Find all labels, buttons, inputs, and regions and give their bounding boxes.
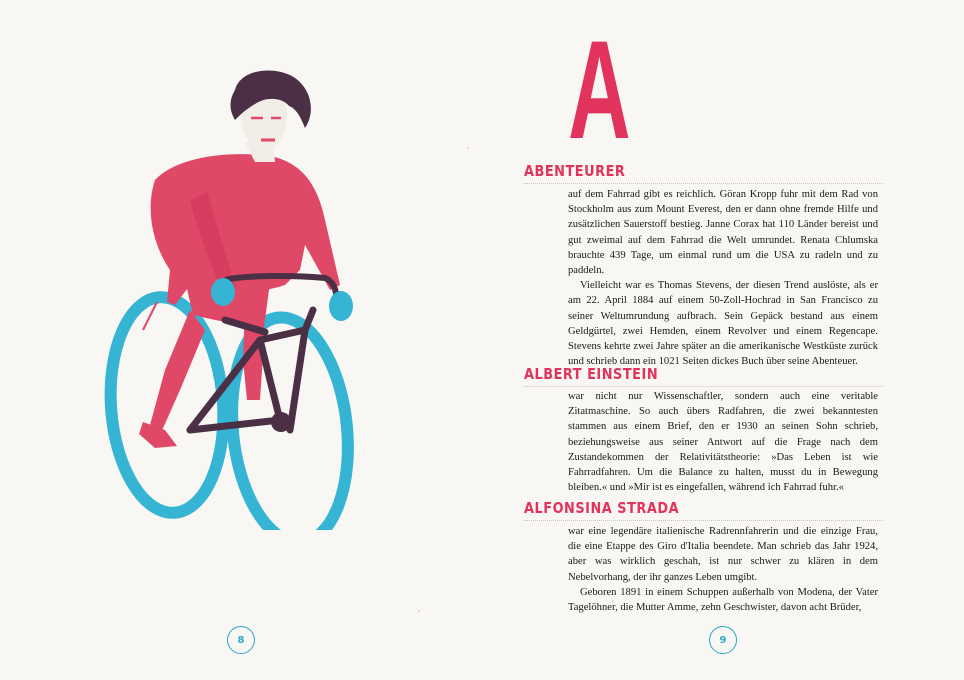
heading-rule [524,520,884,521]
section-heading-albert-einstein: ALBERT EINSTEIN [524,365,659,383]
paper-speck [467,147,469,149]
paragraph: auf dem Fahrrad gibt es reichlich. Göran Kropp fuhr mit dem Rad von Stockholm aus zum Mount Everest, den er dann ohne fremde Hilfe und zusätzlichen Sauerstoff bestieg. Janne Corax hat 110 Länder bereist und gut zweimal auf dem Fahrrad die Welt umrundet. Renata Chlumska brauchte 439 Tage, um einmal rund um die USA zu radeln und zu paddeln. [568,189,878,277]
paper-speck [612,600,614,602]
hand-left [211,278,235,306]
paper-speck [418,610,420,612]
initial-letter: A [568,11,630,168]
page-number-right [709,626,737,654]
cyclist-illustration [95,70,375,530]
section-heading-alfonsina-strada: ALFONSINA STRADA [524,499,680,517]
hand-right [329,291,353,321]
section-body-alfonsina-strada [568,524,878,615]
paragraph: Vielleicht war es Thomas Stevens, der diesen Trend auslöste, als er am 22. April 1884 auf einem 50-Zoll-Hochrad in San Francisco zu seiner Weltumrundung aufbrach. Sein Gepäck bestand aus einem Geldgürtel, zwei Hemden, einem Revolver und einem Regencape. Stevens kehrte zwei Jahre später an die amerikanische Westküste zurück und schrieb dann ein 1021 Seiten dickes Buch über seine Abenteuer. [568,280,878,368]
jersey [151,154,340,305]
section-heading-abenteurer: ABENTEURER [524,162,626,180]
paragraph: war nicht nur Wissenschaftler, sondern auch eine veritable Zitatmaschine. So auch übers Radfahren, die zwei bekanntesten stammen aus einem Brief, den er 1930 an seinen Sohn schrieb, beziehungsweise aus seiner Antwort auf die Frage nach dem Zustandekommen der Relativitätstheorie: »Das Leben ist wie Fahrradfahren. Um die Balance zu halten, musst du in Bewegung bleiben.« und »Mir ist es eingefallen, während ich Fahrrad fuhr.« [568,391,878,494]
paragraph: Geboren 1891 in einem Schuppen außerhalb von Modena, der Vater Tagelöhner, die Mutter Amme, zehn Geschwister, davon acht Brüder, [568,586,878,614]
section-body-albert-einstein [568,389,878,495]
section-body-abenteurer [568,187,878,369]
chainring [271,412,291,432]
heading-rule [524,183,884,184]
page-number-left [227,626,255,654]
heading-rule [524,386,884,387]
page-number-right-text: 9 [719,634,727,646]
paragraph: war eine legendäre italienische Radrennfahrerin und die einzige Frau, die eine Etappe des Giro d'Italia beendete. Man schrieb das Jahr 1924, aber was wirklich geschah, ist nur schwer zu klären in dem Nebelvorhang, der ihr ganzes Leben umgibt. [568,526,878,583]
page-number-left-text: 8 [237,634,245,646]
